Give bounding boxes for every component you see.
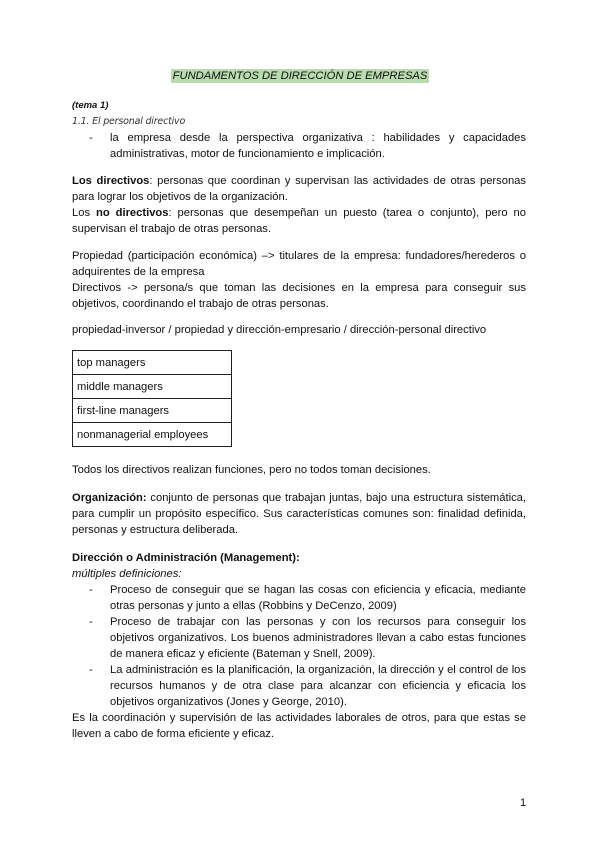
management-levels-table bbox=[72, 350, 232, 447]
definition: conjunto de personas que trabajan juntas, bajo una estructura sistemática, para cumplir un propósito específico. Sus características comunes son: finalidad definida, personas y estructura deliberada. bbox=[72, 492, 526, 536]
definition: : personas que desempeñan un puesto (tarea o conjunto), pero no supervisan el trabajo de otras personas. bbox=[72, 207, 526, 235]
todos-text: Todos los directivos realizan funciones, pero no todos toman decisiones. bbox=[72, 464, 431, 476]
table-cell: middle managers bbox=[73, 375, 232, 399]
heading-text: Dirección o Administración (Management): bbox=[72, 552, 300, 564]
title-text: FUNDAMENTOS DE DIRECCIÓN DE EMPRESAS bbox=[172, 70, 428, 82]
header-block bbox=[72, 98, 526, 162]
topic-label: (tema 1) bbox=[72, 100, 109, 111]
table-cell: top managers bbox=[73, 351, 232, 375]
management-heading bbox=[72, 550, 526, 566]
definition: : personas que coordinan y supervisan las actividades de otras personas para lograr los objetivos de la organización. bbox=[72, 175, 526, 203]
directivos-def-text: Directivos -> persona/s que toman las decisiones en la empresa para conseguir sus objetivos, coordinando el trabajo de otras personas. bbox=[72, 282, 526, 310]
page-number: 1 bbox=[520, 797, 527, 809]
relation-text: propiedad-inversor / propiedad y dirección-empresario / dirección-personal directivo bbox=[72, 324, 487, 336]
term: Organización: bbox=[72, 492, 147, 504]
directivos-paragraph bbox=[72, 173, 526, 237]
propiedad-paragraph bbox=[72, 248, 526, 312]
list-item: - Proceso de conseguir que se hagan las cosas con eficiencia y eficacia, mediante otras personas y junto a ellas (Robbins y DeCenzo, 2009) bbox=[72, 582, 526, 614]
list-item: - La administración es la planificación, la organización, la dirección y el control de los recursos humanos y de otra clase para alcanzar con eficiencia y eficacia los objetivos organizativos (Jones y George, 2010). bbox=[72, 662, 526, 710]
prefix: Los bbox=[72, 207, 96, 219]
table-cell: nonmanagerial employees bbox=[73, 423, 232, 447]
term: Los directivos bbox=[72, 175, 150, 187]
section-heading: 1.1. El personal directivo bbox=[72, 116, 186, 127]
document-title bbox=[0, 70, 600, 82]
list-item: - Proceso de trabajar con las personas y con los recursos para conseguir los objetivos organizativos. Los buenos administradores llevan a cabo estas funciones de manera eficaz y eficiente (Bateman y Snell, 2009). bbox=[72, 614, 526, 662]
management-section bbox=[72, 550, 526, 742]
management-subheading: múltiples definiciones: bbox=[72, 568, 182, 580]
management-summary: Es la coordinación y supervisión de las actividades laborales de otros, para que estas se lleven a cabo de forma eficiente y eficaz. bbox=[72, 712, 526, 740]
table-cell: first-line managers bbox=[73, 399, 232, 423]
propiedad-text: Propiedad (participación económica) –> titulares de la empresa: fundadores/herederos o adquirentes de la empresa bbox=[72, 250, 526, 278]
term: no directivos bbox=[96, 207, 169, 219]
organizacion-paragraph bbox=[72, 490, 526, 538]
list-item: - la empresa desde la perspectiva organizativa : habilidades y capacidades administrativas, motor de funcionamiento e implicación. bbox=[72, 130, 526, 162]
